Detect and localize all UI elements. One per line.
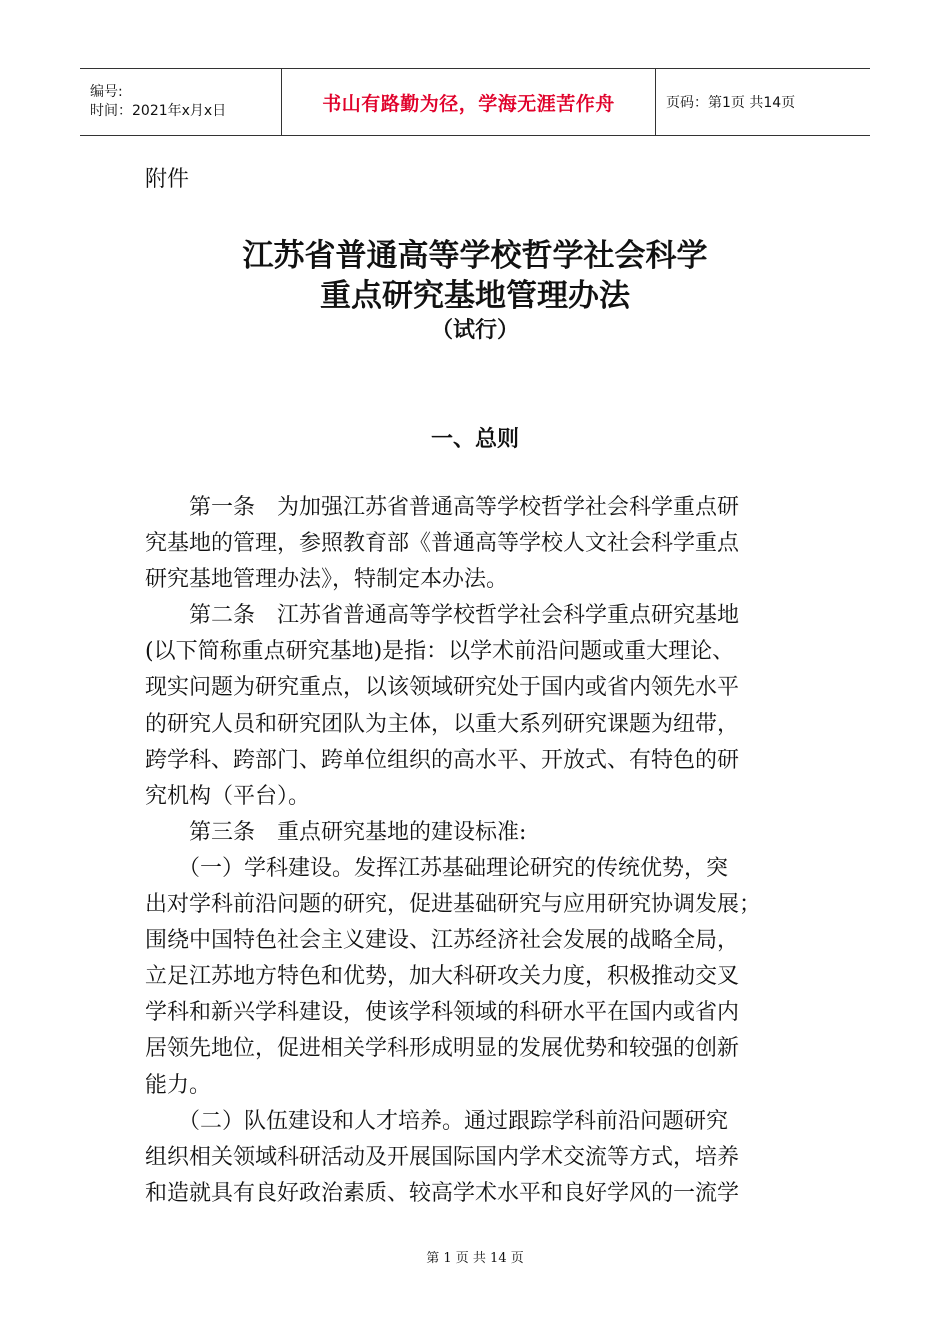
- header-motto: [282, 69, 656, 135]
- text-line: 第三条 重点研究基地的建设标准:: [145, 819, 527, 845]
- attachment-label: 附件: [145, 167, 190, 192]
- document-title-line-1: 江苏省普通高等学校哲学社会科学: [242, 238, 708, 274]
- text-line: 围绕中国特色社会主义建设、江苏经济社会发展的战略全局，: [145, 928, 740, 954]
- text-line: 学科和新兴学科建设，使该学科领域的科研水平在国内或省内: [145, 1000, 740, 1026]
- document-title-line-3: （试行）: [430, 318, 519, 343]
- motto-text: 书山有路勤为径，学海无涯苦作舟: [322, 92, 615, 115]
- text-line: （二）队伍建设和人才培养。通过跟踪学科前沿问题研究: [145, 1108, 729, 1134]
- header-meta: [80, 69, 282, 135]
- text-line: 第一条 为加强江苏省普通高等学校哲学社会科学重点研: [145, 495, 740, 520]
- text-line: 跨学科、跨部门、跨单位组织的高水平、开放式、有特色的研: [145, 747, 740, 773]
- header-page-info: [656, 69, 870, 135]
- text-line: 研究基地管理办法》，特制定本办法。: [145, 567, 509, 593]
- text-line: (以下简称重点研究基地)是指：以学术前沿问题或重大理论、: [145, 639, 735, 665]
- page-info-text: 页码：第1页 共14页: [666, 95, 796, 111]
- text-line: 的研究人员和研究团队为主体，以重大系列研究课题为纽带，: [145, 711, 740, 737]
- document-title-line-2: 重点研究基地管理办法: [320, 278, 630, 314]
- text-line: 和造就具有良好政治素质、较高学术水平和良好学风的一流学: [145, 1180, 740, 1206]
- page-footer: 第 1 页 共 14 页: [426, 1251, 524, 1266]
- body-text: [145, 490, 805, 1212]
- text-line: 居领先地位，促进相关学科形成明显的发展优势和较强的创新: [145, 1036, 740, 1062]
- text-line: 组织相关领域科研活动及开展国际国内学术交流等方式，培养: [145, 1144, 740, 1170]
- text-line: 能力。: [145, 1072, 212, 1098]
- text-line: 现实问题为研究重点，以该领域研究处于国内或省内领先水平: [145, 675, 740, 701]
- text-line: 究基地的管理，参照教育部《普通高等学校人文社会科学重点: [145, 531, 740, 557]
- text-line: 立足江苏地方特色和优势，加大科研攻关力度，积极推动交叉: [145, 964, 740, 990]
- document-header: [80, 68, 870, 136]
- section-heading: 一、总则: [430, 427, 519, 452]
- text-line: 第二条 江苏省普通高等学校哲学社会科学重点研究基地: [145, 603, 740, 629]
- text-line: 究机构（平台）。: [145, 783, 311, 809]
- header-number-label: 编号:: [90, 84, 123, 100]
- header-time-label: 时间：2021年x月x日: [90, 103, 227, 119]
- text-line: （一）学科建设。发挥江苏基础理论研究的传统优势，突: [145, 855, 729, 881]
- text-line: 出对学科前沿问题的研究，促进基础研究与应用研究协调发展；: [145, 892, 762, 918]
